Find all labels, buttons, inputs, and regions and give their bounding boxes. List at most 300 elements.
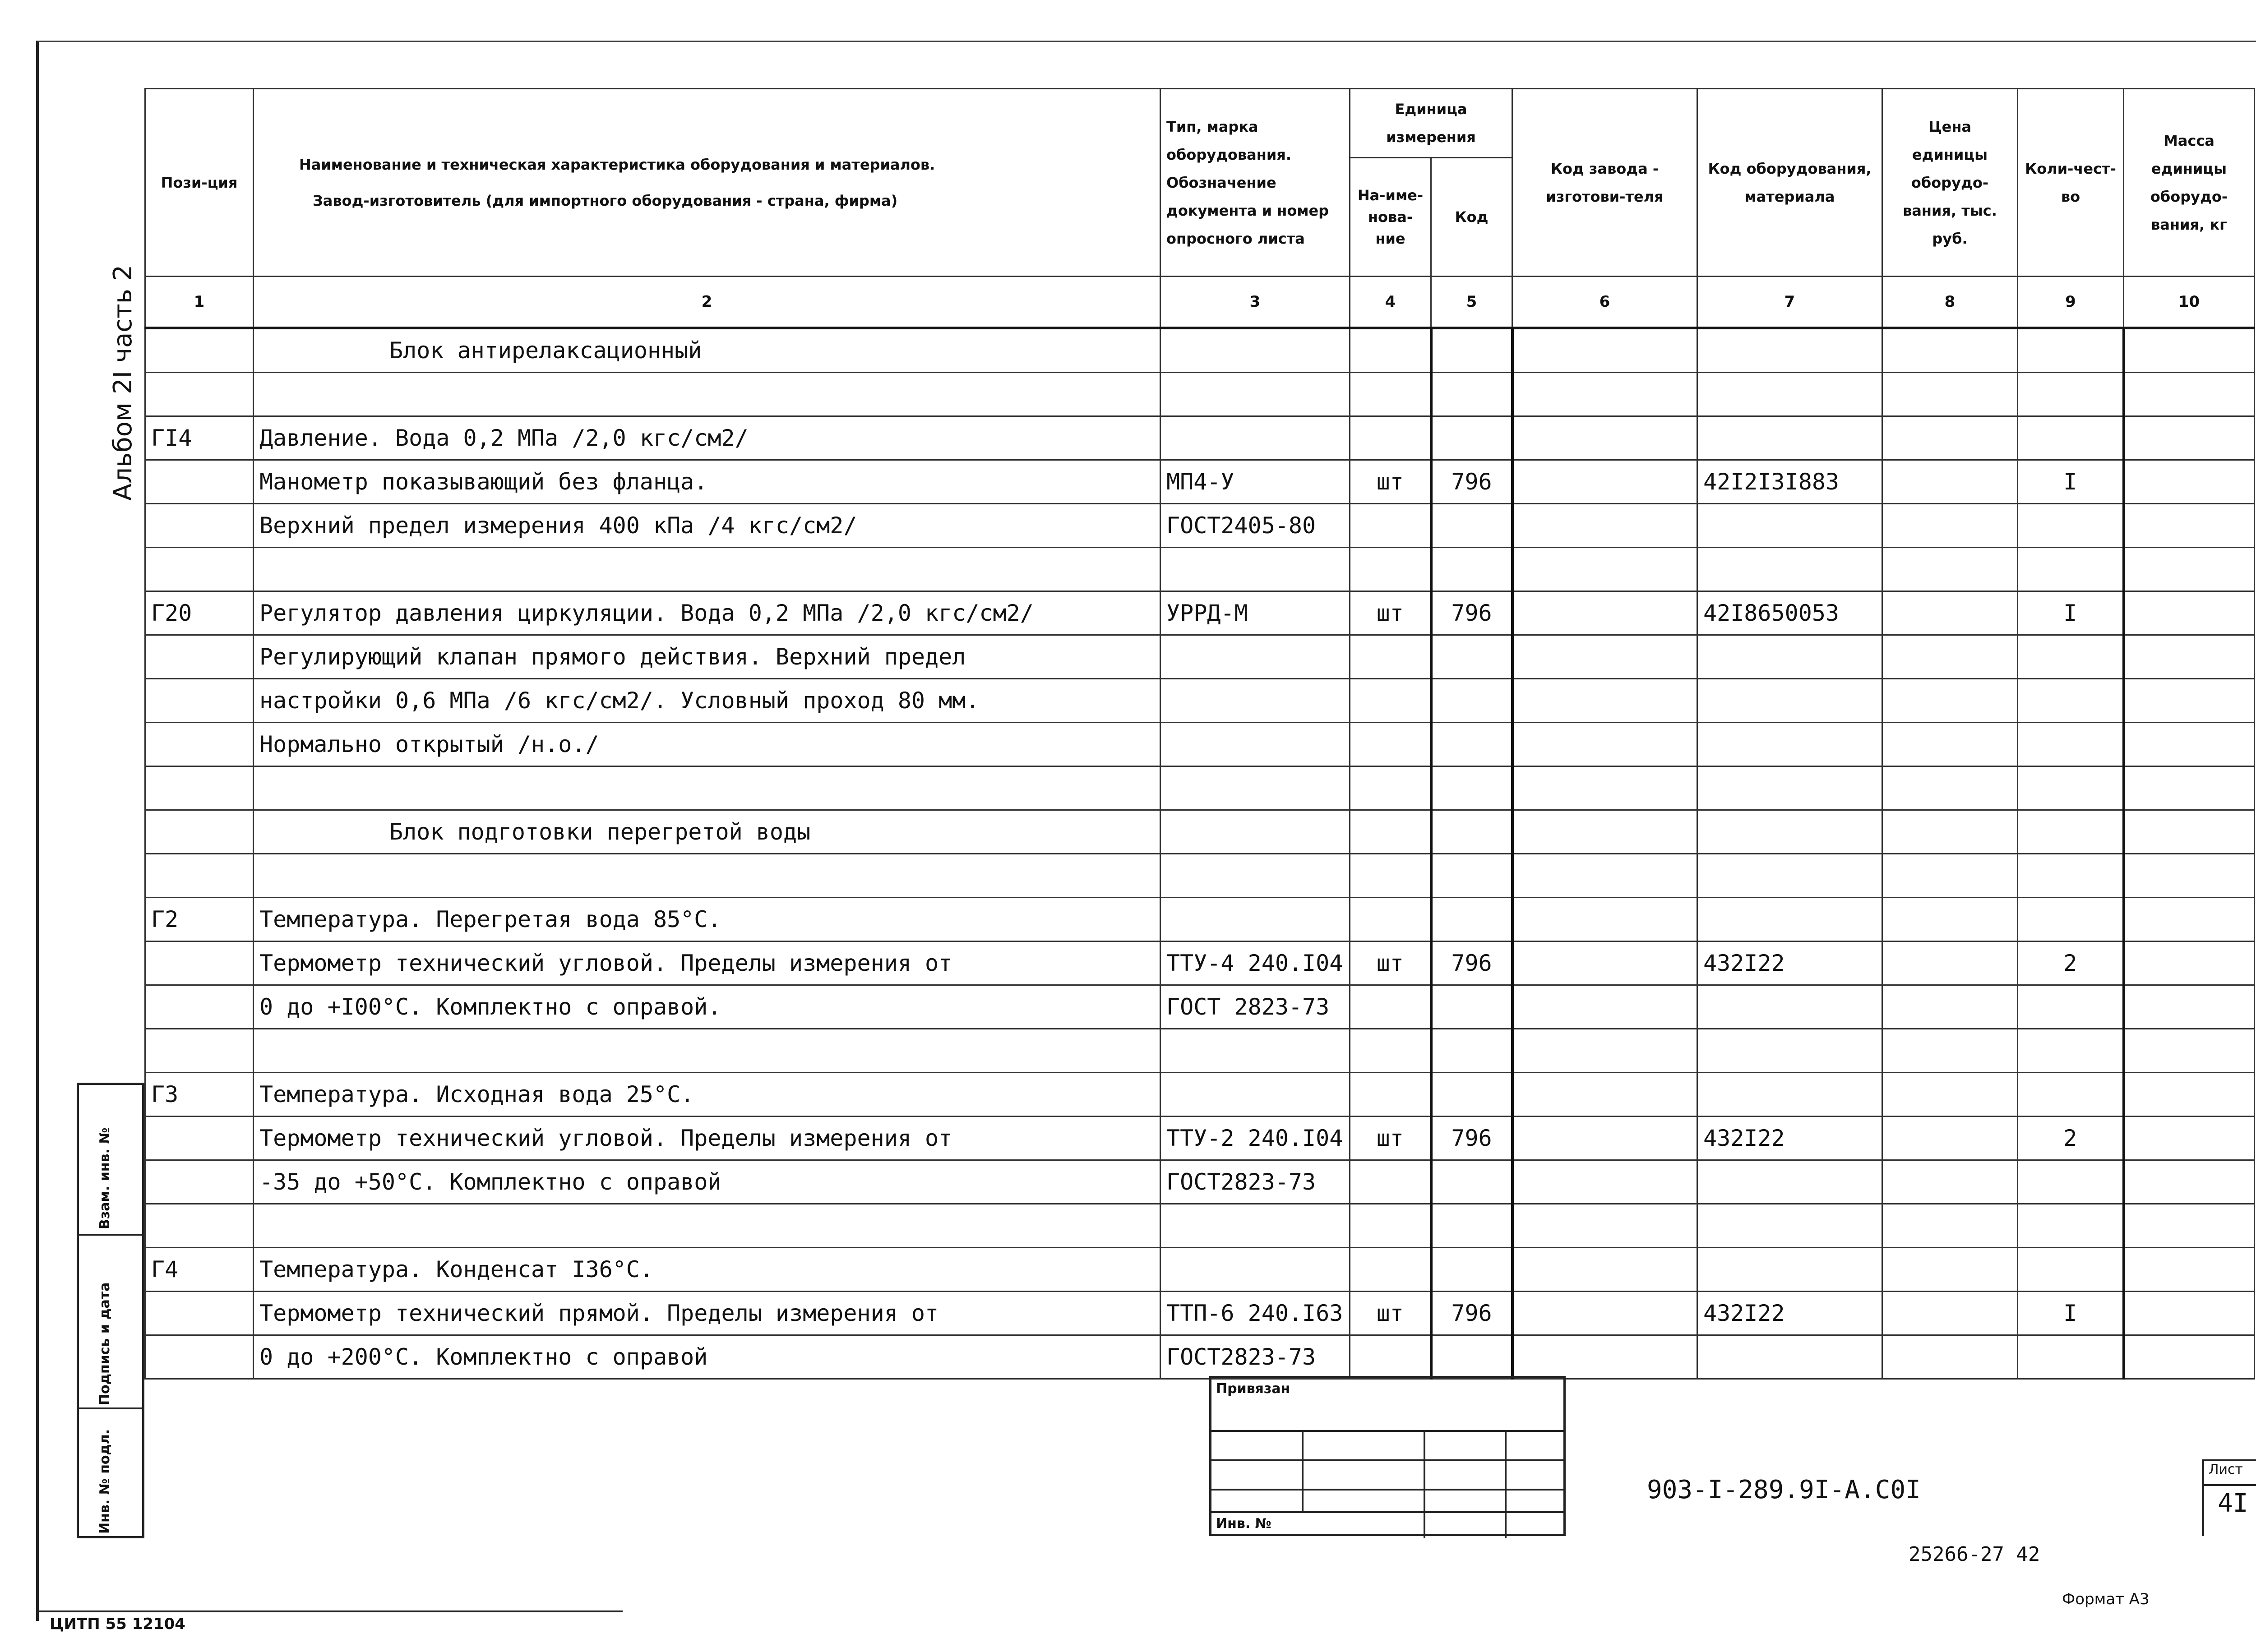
row-quantity [2018, 1073, 2124, 1117]
row-factory-code [1512, 854, 1697, 898]
row-name: Температура. Перегретая вода 85°С. [254, 898, 1160, 941]
row-name [254, 1029, 1160, 1073]
row-mass [2124, 854, 2255, 898]
row-equipment-code [1697, 679, 1882, 723]
sheet-label: Лист [2209, 1462, 2243, 1477]
table-row [145, 1292, 2255, 1335]
table-row [145, 1160, 2255, 1204]
row-unit [1350, 985, 1431, 1029]
album-label: Альбом 2I часть 2 [108, 264, 138, 501]
row-unit-code [1431, 1073, 1512, 1117]
row-factory-code [1512, 1117, 1697, 1160]
row-name [254, 548, 1160, 591]
header-price: Цена единицы оборудо-вания, тыс. руб. [1882, 89, 2018, 277]
row-quantity [2018, 810, 2124, 854]
stamp-privyazan: Привязан [1216, 1381, 1290, 1397]
row-price [1882, 328, 2018, 373]
table-body [145, 328, 2255, 1379]
row-price [1882, 1160, 2018, 1204]
row-factory-code [1512, 985, 1697, 1029]
header-quantity: Коли-чест-во [2018, 89, 2124, 277]
row-unit-code [1431, 1029, 1512, 1073]
row-mass [2124, 373, 2255, 416]
header-unit-name: На-име-нова-ние [1350, 158, 1431, 277]
row-equipment-code [1697, 548, 1882, 591]
header-name-line1: Наименование и техническая характеристика оборудования и материалов. [299, 156, 935, 173]
row-unit-code [1431, 1248, 1512, 1292]
row-equipment-code: 42I2I3I883 [1697, 460, 1882, 504]
row-unit: шт [1350, 1117, 1431, 1160]
row-name: Нормально открытый /н.о./ [254, 723, 1160, 766]
row-quantity [2018, 548, 2124, 591]
col-num-2: 2 [254, 277, 1160, 328]
row-factory-code [1512, 416, 1697, 460]
row-factory-code [1512, 1073, 1697, 1117]
row-unit [1350, 504, 1431, 548]
row-unit: шт [1350, 591, 1431, 635]
row-position: ГI4 [145, 416, 254, 460]
row-quantity [2018, 373, 2124, 416]
row-mass [2124, 460, 2255, 504]
row-unit [1350, 1248, 1431, 1292]
sheet-number: 4I [2218, 1489, 2248, 1518]
table-row [145, 1248, 2255, 1292]
header-name [254, 89, 1160, 277]
row-equipment-code [1697, 854, 1882, 898]
row-type [1160, 898, 1350, 941]
row-type: ГОСТ2405-80 [1160, 504, 1350, 548]
row-unit [1350, 1073, 1431, 1117]
table-row [145, 723, 2255, 766]
row-price [1882, 723, 2018, 766]
row-unit: шт [1350, 941, 1431, 985]
row-unit [1350, 679, 1431, 723]
row-unit-code [1431, 854, 1512, 898]
row-type: ГОСТ2823-73 [1160, 1335, 1350, 1379]
row-name [254, 854, 1160, 898]
row-factory-code [1512, 1248, 1697, 1292]
table-row [145, 1204, 2255, 1248]
stamp-line [1211, 1459, 1563, 1461]
row-equipment-code [1697, 985, 1882, 1029]
table-row [145, 504, 2255, 548]
row-equipment-code [1697, 766, 1882, 810]
row-equipment-code [1697, 1029, 1882, 1073]
row-type: ГОСТ 2823-73 [1160, 985, 1350, 1029]
row-quantity [2018, 679, 2124, 723]
row-mass [2124, 723, 2255, 766]
column-numbers-row [145, 277, 2255, 328]
side-cell-vzam [79, 1085, 142, 1236]
row-unit-code [1431, 679, 1512, 723]
row-position [145, 1335, 254, 1379]
row-equipment-code [1697, 635, 1882, 679]
table-row [145, 1029, 2255, 1073]
row-mass [2124, 766, 2255, 810]
row-position: Г4 [145, 1248, 254, 1292]
row-unit-code [1431, 1160, 1512, 1204]
row-equipment-code [1697, 1073, 1882, 1117]
row-equipment-code: 432I22 [1697, 1292, 1882, 1335]
row-type: МП4-У [1160, 460, 1350, 504]
row-price [1882, 416, 2018, 460]
row-position [145, 941, 254, 985]
row-position [145, 723, 254, 766]
row-name [254, 373, 1160, 416]
row-position [145, 1029, 254, 1073]
row-factory-code [1512, 635, 1697, 679]
table-row [145, 635, 2255, 679]
header-row [145, 89, 2255, 158]
vzam-label: Взам. инв. № [97, 1127, 113, 1229]
row-unit [1350, 1029, 1431, 1073]
table-row [145, 766, 2255, 810]
row-price [1882, 1292, 2018, 1335]
table-row [145, 1335, 2255, 1379]
row-unit [1350, 1335, 1431, 1379]
row-mass [2124, 1204, 2255, 1248]
row-quantity: I [2018, 460, 2124, 504]
row-price [1882, 504, 2018, 548]
row-unit-code [1431, 328, 1512, 373]
col-num-1: 1 [145, 277, 254, 328]
table-row [145, 854, 2255, 898]
table-row [145, 941, 2255, 985]
row-unit [1350, 723, 1431, 766]
row-type: ТТУ-4 240.I04 [1160, 941, 1350, 985]
stamp-line [1424, 1430, 1425, 1538]
row-mass [2124, 985, 2255, 1029]
row-unit: шт [1350, 460, 1431, 504]
row-price [1882, 810, 2018, 854]
table-row [145, 810, 2255, 854]
row-equipment-code [1697, 328, 1882, 373]
row-quantity [2018, 1029, 2124, 1073]
row-equipment-code [1697, 1160, 1882, 1204]
row-position [145, 548, 254, 591]
row-position [145, 504, 254, 548]
row-mass [2124, 1160, 2255, 1204]
stamp-line [1211, 1489, 1563, 1490]
cipt-label: ЦИТП 55 12104 [50, 1615, 185, 1633]
row-mass [2124, 1029, 2255, 1073]
row-type [1160, 766, 1350, 810]
row-mass [2124, 1117, 2255, 1160]
row-factory-code [1512, 1029, 1697, 1073]
row-name: настройки 0,6 МПа /6 кгс/см2/. Условный проход 80 мм. [254, 679, 1160, 723]
row-equipment-code: 432I22 [1697, 1117, 1882, 1160]
row-unit-code: 796 [1431, 1292, 1512, 1335]
row-quantity [2018, 1204, 2124, 1248]
table-row [145, 1073, 2255, 1117]
row-factory-code [1512, 898, 1697, 941]
row-quantity [2018, 504, 2124, 548]
row-price [1882, 854, 2018, 898]
row-mass [2124, 504, 2255, 548]
row-position [145, 635, 254, 679]
row-price [1882, 898, 2018, 941]
binding-stamp [1209, 1376, 1566, 1536]
row-type [1160, 1204, 1350, 1248]
row-type [1160, 679, 1350, 723]
row-equipment-code [1697, 1204, 1882, 1248]
table-row [145, 985, 2255, 1029]
archive-code: 25266-27 42 [1909, 1543, 2040, 1566]
row-position [145, 1160, 254, 1204]
row-type [1160, 723, 1350, 766]
row-type [1160, 635, 1350, 679]
row-quantity [2018, 1335, 2124, 1379]
row-position [145, 1204, 254, 1248]
row-equipment-code [1697, 810, 1882, 854]
row-mass [2124, 591, 2255, 635]
row-type [1160, 373, 1350, 416]
row-unit-code: 796 [1431, 941, 1512, 985]
row-type: ГОСТ2823-73 [1160, 1160, 1350, 1204]
row-name: -35 до +50°С. Комплектно с оправой [254, 1160, 1160, 1204]
row-price [1882, 679, 2018, 723]
row-unit-code [1431, 766, 1512, 810]
row-unit [1350, 766, 1431, 810]
row-factory-code [1512, 591, 1697, 635]
row-quantity [2018, 854, 2124, 898]
row-price [1882, 548, 2018, 591]
row-unit-code [1431, 898, 1512, 941]
row-mass [2124, 635, 2255, 679]
row-factory-code [1512, 1292, 1697, 1335]
row-mass [2124, 941, 2255, 985]
row-name [254, 1204, 1160, 1248]
row-name: Температура. Исходная вода 25°С. [254, 1073, 1160, 1117]
col-num-8: 8 [1882, 277, 2018, 328]
row-equipment-code [1697, 1335, 1882, 1379]
side-stamp [77, 1083, 144, 1538]
header-type: Тип, марка оборудования. Обозначение документа и номер опросного листа [1160, 89, 1350, 277]
row-factory-code [1512, 1335, 1697, 1379]
col-num-5: 5 [1431, 277, 1512, 328]
row-mass [2124, 416, 2255, 460]
row-mass [2124, 548, 2255, 591]
row-price [1882, 1204, 2018, 1248]
row-name: Термометр технический угловой. Пределы измерения от [254, 941, 1160, 985]
header-position: Пози-ция [145, 89, 254, 277]
table-row [145, 460, 2255, 504]
header-mass: Масса единицы оборудо-вания, кг [2124, 89, 2255, 277]
row-unit-code: 796 [1431, 591, 1512, 635]
col-num-6: 6 [1512, 277, 1697, 328]
stamp-inv: Инв. № [1216, 1516, 1271, 1532]
row-price [1882, 941, 2018, 985]
row-type: УРРД-М [1160, 591, 1350, 635]
row-equipment-code [1697, 373, 1882, 416]
row-unit-code [1431, 635, 1512, 679]
row-name: 0 до +I00°С. Комплектно с оправой. [254, 985, 1160, 1029]
row-unit-code [1431, 504, 1512, 548]
row-type: ТТП-6 240.I63 [1160, 1292, 1350, 1335]
row-position: Г20 [145, 591, 254, 635]
row-price [1882, 460, 2018, 504]
row-name: Верхний предел измерения 400 кПа /4 кгс/см2/ [254, 504, 1160, 548]
header-unit: Единица измерения [1350, 89, 1512, 158]
row-name: Термометр технический угловой. Пределы измерения от [254, 1117, 1160, 1160]
row-mass [2124, 1292, 2255, 1335]
row-quantity [2018, 1160, 2124, 1204]
row-mass [2124, 328, 2255, 373]
stamp-line [1302, 1430, 1304, 1511]
row-quantity [2018, 723, 2124, 766]
row-price [1882, 1335, 2018, 1379]
row-mass [2124, 679, 2255, 723]
row-factory-code [1512, 373, 1697, 416]
row-mass [2124, 1335, 2255, 1379]
row-factory-code [1512, 328, 1697, 373]
row-unit [1350, 328, 1431, 373]
row-equipment-code [1697, 504, 1882, 548]
row-unit [1350, 1204, 1431, 1248]
row-name: Термометр технический прямой. Пределы измерения от [254, 1292, 1160, 1335]
row-position [145, 985, 254, 1029]
row-unit-code [1431, 548, 1512, 591]
stamp-line [1505, 1430, 1507, 1538]
sheet-divider [2202, 1484, 2256, 1486]
row-factory-code [1512, 941, 1697, 985]
row-type [1160, 810, 1350, 854]
row-price [1882, 1029, 2018, 1073]
row-unit-code [1431, 416, 1512, 460]
format-label: Формат А3 [2062, 1590, 2150, 1608]
row-unit-code: 796 [1431, 1117, 1512, 1160]
bottom-rule [36, 1610, 623, 1612]
header-equipment-code: Код оборудования, материала [1697, 89, 1882, 277]
table-row [145, 548, 2255, 591]
row-unit-code [1431, 1335, 1512, 1379]
row-equipment-code [1697, 723, 1882, 766]
row-quantity [2018, 1248, 2124, 1292]
row-name: Регулирующий клапан прямого действия. Верхний предел [254, 635, 1160, 679]
row-equipment-code [1697, 898, 1882, 941]
row-unit-code [1431, 810, 1512, 854]
row-quantity [2018, 328, 2124, 373]
row-quantity [2018, 766, 2124, 810]
row-name: Блок антирелаксационный [254, 328, 1160, 373]
row-quantity [2018, 898, 2124, 941]
row-factory-code [1512, 766, 1697, 810]
row-type [1160, 548, 1350, 591]
header-factory-code: Код завода - изготови-теля [1512, 89, 1697, 277]
row-mass [2124, 1248, 2255, 1292]
row-unit [1350, 373, 1431, 416]
row-unit-code [1431, 723, 1512, 766]
table-row [145, 679, 2255, 723]
row-unit [1350, 854, 1431, 898]
row-type [1160, 416, 1350, 460]
row-price [1882, 766, 2018, 810]
row-quantity: I [2018, 591, 2124, 635]
podpis-label: Подпись и дата [97, 1282, 113, 1405]
row-mass [2124, 898, 2255, 941]
row-position [145, 373, 254, 416]
header-name-line2: Завод-изготовитель (для импортного оборудования - страна, фирма) [313, 192, 898, 209]
table-row [145, 373, 2255, 416]
stamp-line [1211, 1511, 1563, 1513]
row-position: Г2 [145, 898, 254, 941]
row-type [1160, 328, 1350, 373]
document-code: 903-I-289.9I-А.С0I [1647, 1475, 1921, 1504]
row-factory-code [1512, 1204, 1697, 1248]
side-cell-podpis [79, 1234, 142, 1409]
header-unit-code: Код [1431, 158, 1512, 277]
row-position [145, 854, 254, 898]
row-type [1160, 1073, 1350, 1117]
row-unit [1350, 635, 1431, 679]
row-price [1882, 1117, 2018, 1160]
row-price [1882, 591, 2018, 635]
row-unit-code [1431, 1204, 1512, 1248]
row-type [1160, 1029, 1350, 1073]
row-factory-code [1512, 679, 1697, 723]
row-equipment-code [1697, 416, 1882, 460]
row-position [145, 679, 254, 723]
inv-label: Инв. № подл. [97, 1429, 113, 1534]
row-quantity [2018, 635, 2124, 679]
row-factory-code [1512, 1160, 1697, 1204]
stamp-line [1211, 1430, 1563, 1432]
col-num-3: 3 [1160, 277, 1350, 328]
row-factory-code [1512, 548, 1697, 591]
row-position [145, 460, 254, 504]
row-unit-code: 796 [1431, 460, 1512, 504]
side-cell-inv [79, 1407, 142, 1536]
row-position [145, 1117, 254, 1160]
row-type [1160, 1248, 1350, 1292]
row-price [1882, 373, 2018, 416]
row-unit [1350, 810, 1431, 854]
row-unit-code [1431, 373, 1512, 416]
row-type: ТТУ-2 240.I04 [1160, 1117, 1350, 1160]
row-price [1882, 1248, 2018, 1292]
row-position [145, 766, 254, 810]
row-name: Давление. Вода 0,2 МПа /2,0 кгс/см2/ [254, 416, 1160, 460]
row-position [145, 810, 254, 854]
row-mass [2124, 1073, 2255, 1117]
row-unit [1350, 898, 1431, 941]
col-num-4: 4 [1350, 277, 1431, 328]
table-row [145, 1117, 2255, 1160]
table-row [145, 591, 2255, 635]
row-equipment-code: 432I22 [1697, 941, 1882, 985]
row-type [1160, 854, 1350, 898]
row-unit [1350, 548, 1431, 591]
row-mass [2124, 810, 2255, 854]
row-name [254, 766, 1160, 810]
row-equipment-code [1697, 1248, 1882, 1292]
col-num-9: 9 [2018, 277, 2124, 328]
specification-table [144, 88, 2255, 1380]
row-price [1882, 985, 2018, 1029]
row-price [1882, 635, 2018, 679]
row-name: Температура. Конденсат I36°С. [254, 1248, 1160, 1292]
row-price [1882, 1073, 2018, 1117]
table-row [145, 328, 2255, 373]
row-factory-code [1512, 810, 1697, 854]
row-quantity [2018, 416, 2124, 460]
table-row [145, 898, 2255, 941]
row-unit [1350, 416, 1431, 460]
row-quantity: 2 [2018, 1117, 2124, 1160]
col-num-10: 10 [2124, 277, 2255, 328]
row-factory-code [1512, 723, 1697, 766]
row-name: Манометр показывающий без фланца. [254, 460, 1160, 504]
